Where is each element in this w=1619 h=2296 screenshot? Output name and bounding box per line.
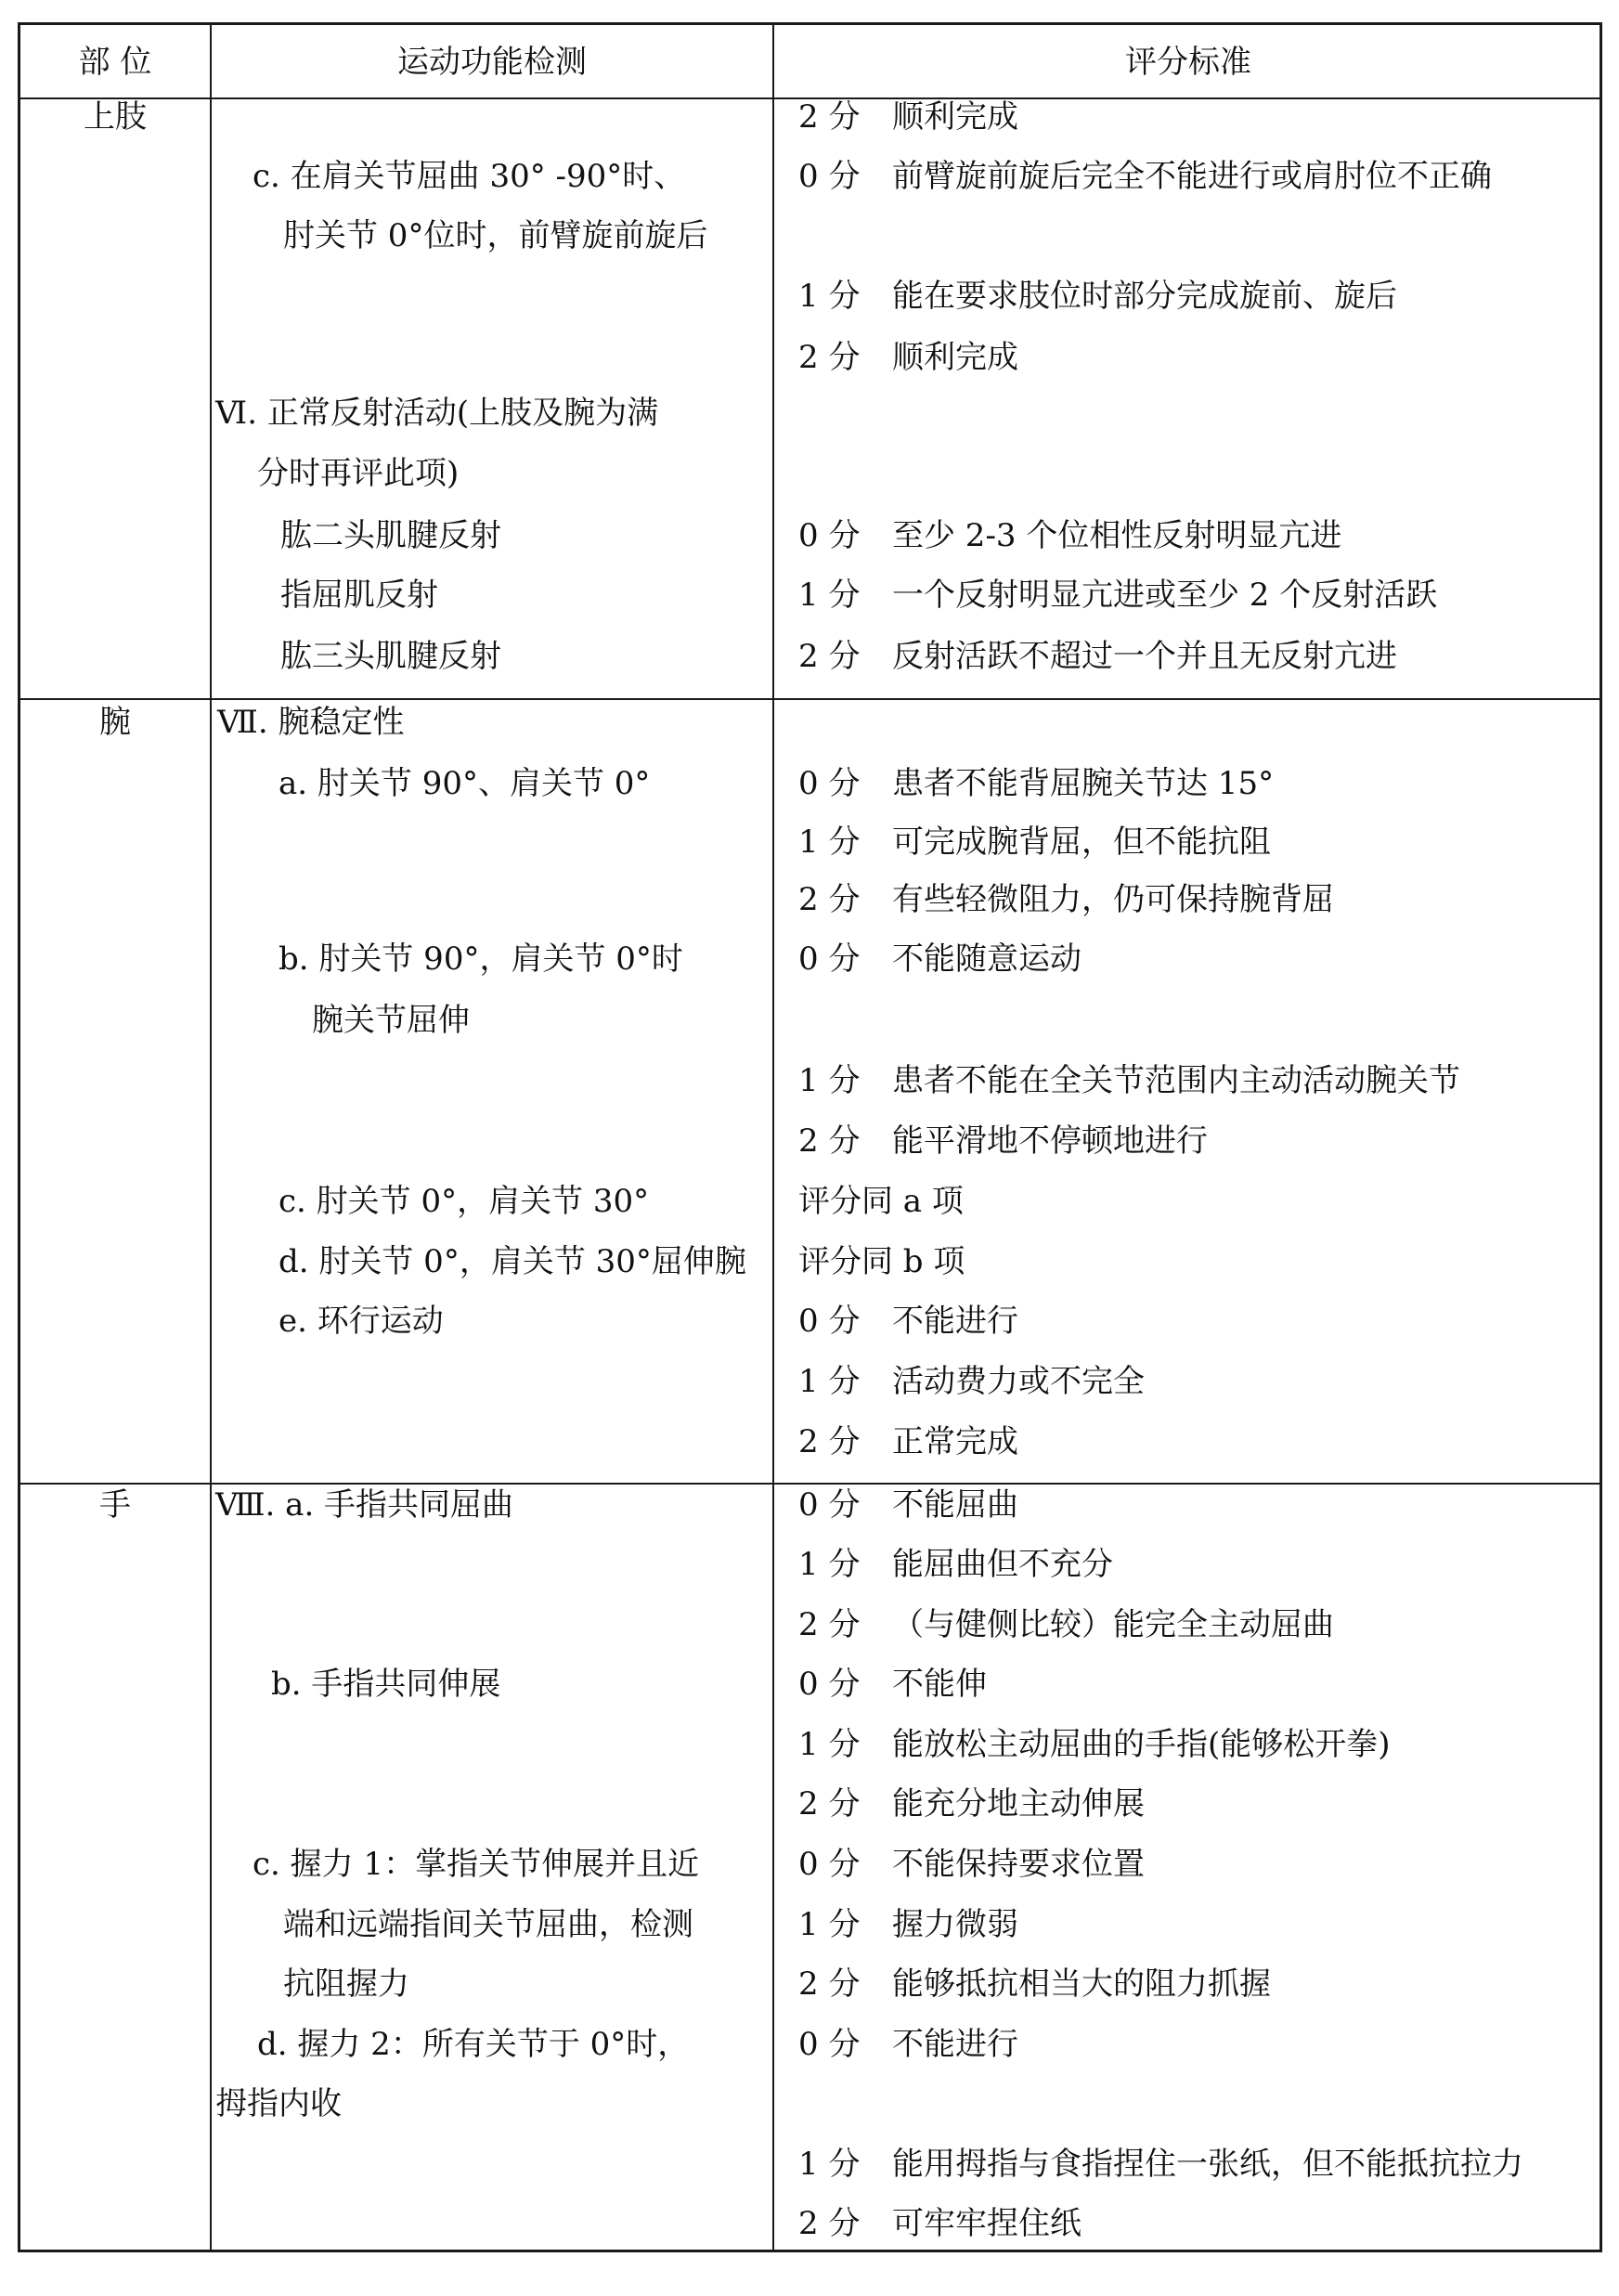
test-item-text: d. 握力 2：所有关节于 0°时， xyxy=(257,2026,690,2063)
score-points: 2 分 xyxy=(798,1122,861,1160)
score-points: 1 分 xyxy=(798,1726,861,1763)
test-item-text: 肱二头肌腱反射 xyxy=(280,517,501,554)
score-note: 评分同 a 项 xyxy=(798,1183,964,1220)
score-description: 能平滑地不停顿地进行 xyxy=(892,1122,1208,1160)
header-part: 部 位 xyxy=(78,44,152,81)
score-item xyxy=(798,765,1274,802)
score-item xyxy=(798,940,1081,978)
score-points: 1 分 xyxy=(798,1363,861,1400)
score-description: 至少 2-3 个位相性反射明显亢进 xyxy=(892,517,1342,554)
score-points: 0 分 xyxy=(798,1303,861,1340)
score-item xyxy=(798,1363,1145,1400)
score-points: 1 分 xyxy=(798,1906,861,1943)
score-points: 2 分 xyxy=(798,2205,861,2242)
score-item xyxy=(798,517,1341,554)
test-item-text: 分时再评此项) xyxy=(257,455,460,492)
test-item-text: Ⅷ. a. 手指共同屈曲 xyxy=(215,1486,514,1524)
score-item xyxy=(798,1122,1208,1160)
score-description: 一个反射明显亢进或至少 2 个反射活跃 xyxy=(892,577,1438,614)
score-item xyxy=(798,1906,1018,1943)
score-item xyxy=(798,1546,1113,1583)
score-description: 能充分地主动伸展 xyxy=(892,1785,1145,1823)
score-description: 患者不能在全关节范围内主动活动腕关节 xyxy=(892,1062,1460,1099)
score-description: 能够抵抗相当大的阻力抓握 xyxy=(892,1965,1271,2003)
score-item xyxy=(798,1785,1145,1823)
score-item xyxy=(798,1726,1391,1763)
score-points: 2 分 xyxy=(798,881,861,918)
score-item xyxy=(798,2205,1081,2242)
score-points: 0 分 xyxy=(798,1846,861,1883)
test-item-text: 肱三头肌腱反射 xyxy=(280,638,501,675)
test-item-text: 拇指内收 xyxy=(215,2085,342,2122)
score-item xyxy=(798,881,1334,918)
score-points: 0 分 xyxy=(798,517,861,554)
test-item-text: c. 在肩关节屈曲 30° -90°时、 xyxy=(253,158,686,195)
score-points: 2 分 xyxy=(798,1423,861,1460)
test-item-text: 端和远端指间关节屈曲，检测 xyxy=(283,1906,693,1943)
section-part-label: 手 xyxy=(99,1486,131,1524)
score-description: 能屈曲但不充分 xyxy=(892,1546,1113,1583)
score-description: 正常完成 xyxy=(892,1423,1018,1460)
score-item xyxy=(798,158,1492,195)
score-description: 能用拇指与食指捏住一张纸，但不能抵抗拉力 xyxy=(892,2146,1523,2183)
score-points: 2 分 xyxy=(798,638,861,675)
score-item xyxy=(798,2026,1018,2063)
score-points: 0 分 xyxy=(798,2026,861,2063)
section-part-label: 上肢 xyxy=(84,98,147,136)
score-item xyxy=(798,1965,1271,2003)
score-description: 握力微弱 xyxy=(892,1906,1018,1943)
score-points: 1 分 xyxy=(798,824,861,861)
score-description: 不能屈曲 xyxy=(892,1486,1018,1524)
assessment-table xyxy=(18,22,1602,2252)
score-points: 0 分 xyxy=(798,765,861,802)
score-description: 不能进行 xyxy=(892,2026,1018,2063)
score-points: 1 分 xyxy=(798,278,861,315)
score-points: 2 分 xyxy=(798,98,861,136)
score-item xyxy=(798,1183,964,1220)
test-item-text: a. 肘关节 90°、肩关节 0° xyxy=(278,765,651,802)
score-points: 0 分 xyxy=(798,940,861,978)
score-note: 评分同 b 项 xyxy=(798,1243,965,1280)
section-divider-hand xyxy=(20,1483,1600,1485)
score-item xyxy=(798,1062,1460,1099)
score-item xyxy=(798,339,1018,376)
score-description: 顺利完成 xyxy=(892,339,1018,376)
score-points: 1 分 xyxy=(798,2146,861,2183)
test-item-text: 腕关节屈伸 xyxy=(312,1002,470,1039)
score-description: 可牢牢捏住纸 xyxy=(892,2205,1081,2242)
test-item-text: d. 肘关节 0°，肩关节 30°屈伸腕 xyxy=(278,1243,746,1280)
score-description: 不能保持要求位置 xyxy=(892,1846,1145,1883)
score-item xyxy=(798,1606,1334,1643)
score-item xyxy=(798,1303,1018,1340)
score-item xyxy=(798,278,1397,315)
score-description: 活动费力或不完全 xyxy=(892,1363,1145,1400)
test-item-text: c. 握力 1：掌指关节伸展并且近 xyxy=(253,1846,700,1883)
score-description: 不能伸 xyxy=(892,1666,987,1703)
score-description: 可完成腕背屈，但不能抗阻 xyxy=(892,824,1271,861)
score-description: （与健侧比较）能完全主动屈曲 xyxy=(892,1606,1334,1643)
score-item xyxy=(798,98,1018,136)
score-points: 2 分 xyxy=(798,1785,861,1823)
score-item xyxy=(798,2146,1523,2183)
score-item xyxy=(798,1486,1018,1524)
score-item xyxy=(798,577,1437,614)
test-item-text: 抗阻握力 xyxy=(283,1965,409,2003)
test-item-text: b. 手指共同伸展 xyxy=(271,1666,501,1703)
score-points: 1 分 xyxy=(798,1546,861,1583)
test-item-text: 肘关节 0°位时，前臂旋前旋后 xyxy=(283,217,708,254)
section-divider-wrist xyxy=(20,698,1600,700)
column-divider-1 xyxy=(210,25,212,2250)
header-test: 运动功能检测 xyxy=(397,44,587,81)
test-item-text: 指屈肌反射 xyxy=(280,577,438,614)
score-description: 有些轻微阻力，仍可保持腕背屈 xyxy=(892,881,1334,918)
score-points: 0 分 xyxy=(798,1486,861,1524)
score-points: 1 分 xyxy=(798,577,861,614)
score-description: 患者不能背屈腕关节达 15° xyxy=(892,765,1275,802)
score-points: 2 分 xyxy=(798,1965,861,2003)
score-item xyxy=(798,1243,965,1280)
column-divider-2 xyxy=(772,25,774,2250)
score-points: 1 分 xyxy=(798,1062,861,1099)
test-item-text: Ⅶ. 腕稳定性 xyxy=(217,704,405,741)
header-criteria: 评分标准 xyxy=(1125,44,1251,81)
score-description: 不能随意运动 xyxy=(892,940,1081,978)
score-description: 不能进行 xyxy=(892,1303,1018,1340)
test-item-text: b. 肘关节 90°，肩关节 0°时 xyxy=(278,940,683,978)
score-item xyxy=(798,638,1397,675)
score-description: 前臂旋前旋后完全不能进行或肩肘位不正确 xyxy=(892,158,1492,195)
score-description: 反射活跃不超过一个并且无反射亢进 xyxy=(892,638,1397,675)
test-item-text: Ⅵ. 正常反射活动(上肢及腕为满 xyxy=(215,395,659,432)
test-item-text: e. 环行运动 xyxy=(278,1303,444,1340)
score-item xyxy=(798,1423,1018,1460)
score-description: 顺利完成 xyxy=(892,98,1018,136)
score-points: 0 分 xyxy=(798,158,861,195)
score-points: 0 分 xyxy=(798,1666,861,1703)
section-part-label: 腕 xyxy=(99,704,131,741)
score-description: 能在要求肢位时部分完成旋前、旋后 xyxy=(892,278,1397,315)
score-item xyxy=(798,1666,987,1703)
score-points: 2 分 xyxy=(798,1606,861,1643)
test-item-text: c. 肘关节 0°，肩关节 30° xyxy=(278,1183,650,1220)
score-item xyxy=(798,824,1271,861)
score-item xyxy=(798,1846,1145,1883)
score-points: 2 分 xyxy=(798,339,861,376)
score-description: 能放松主动屈曲的手指(能够松开拳) xyxy=(892,1726,1391,1763)
